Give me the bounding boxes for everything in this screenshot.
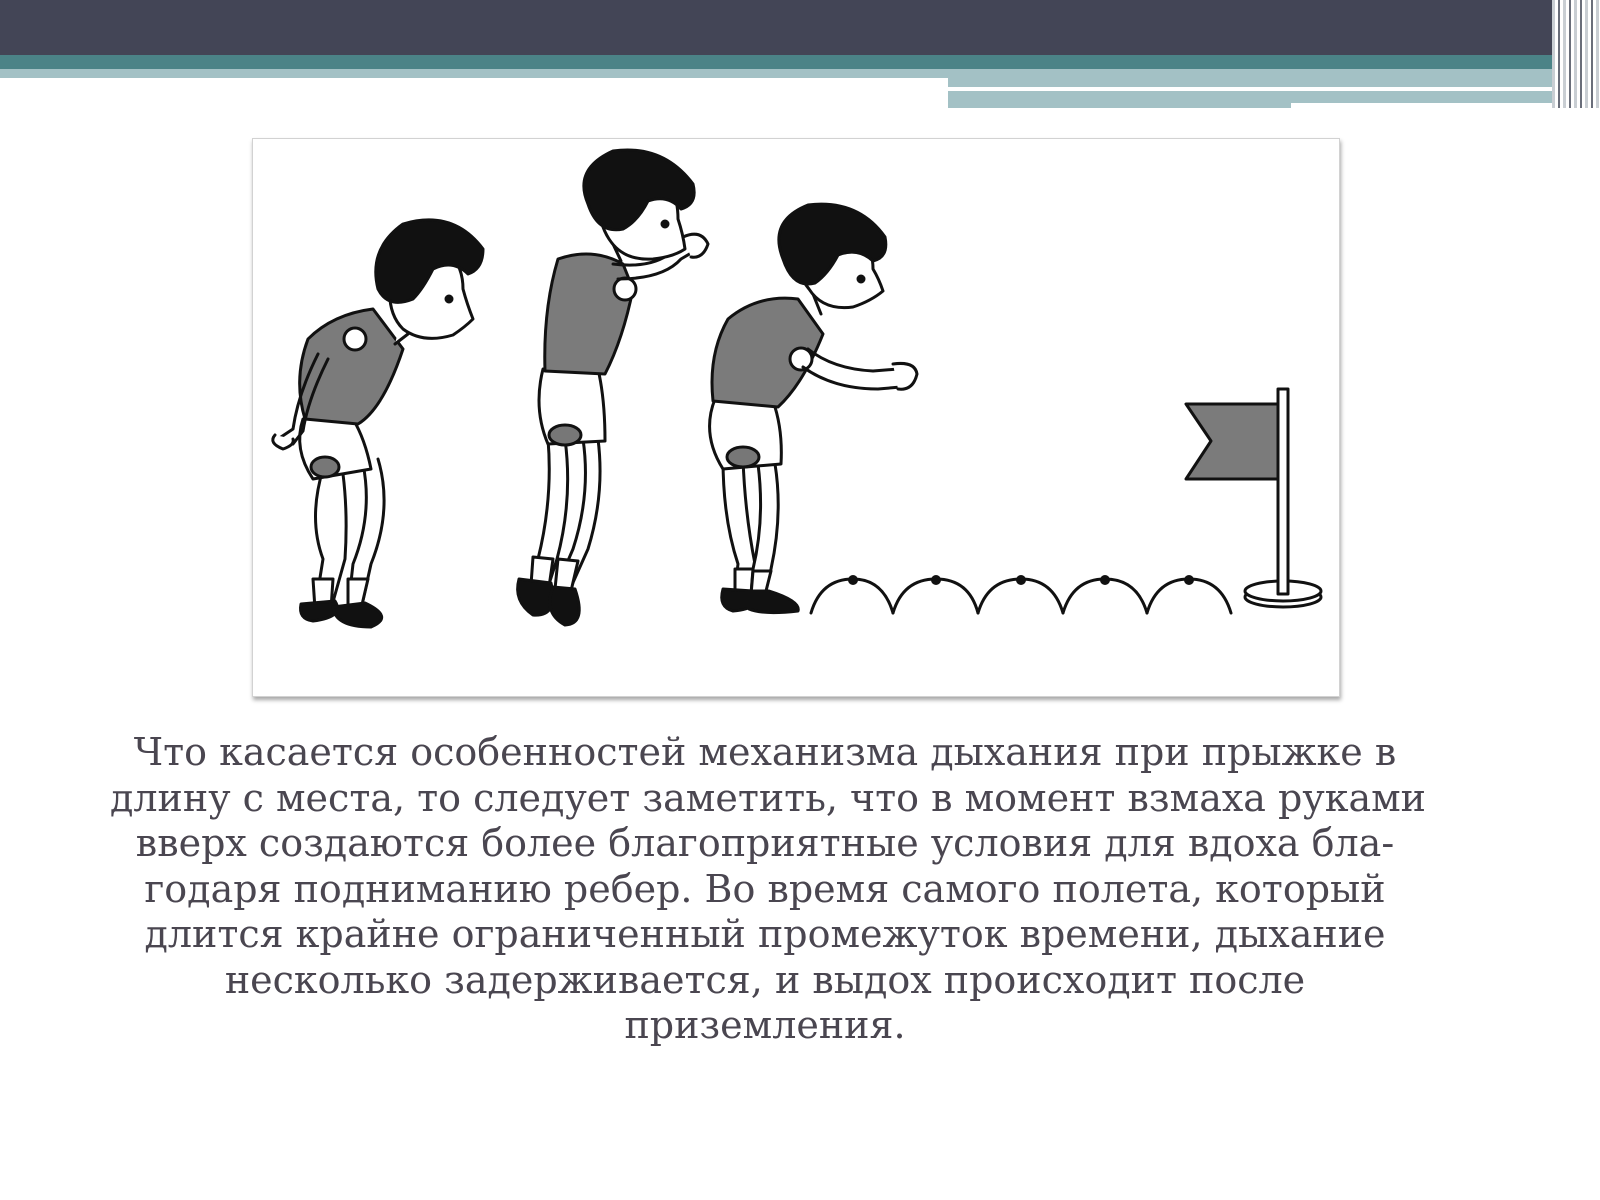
standing-long-jump-illustration xyxy=(253,139,1339,696)
paragraph-line: годаря подниманию ребер. Во время самого полета, который xyxy=(144,866,1386,911)
paragraph-line: несколько задерживается, и выдох происходит после xyxy=(224,957,1306,1002)
boy-figure-jump xyxy=(518,150,708,625)
paragraph-line: вверх создаются более благоприятные условия для вдоха бла- xyxy=(135,821,1395,865)
boy-figure-land xyxy=(710,204,917,612)
boy-figure-crouch xyxy=(273,220,483,627)
hop-trajectory xyxy=(811,575,1231,613)
flag-marker xyxy=(1186,389,1321,607)
paragraph-line: длится крайне ограниченный промежуток времени, дыхание xyxy=(144,912,1386,956)
paragraph-line: Что касается особенностей механизма дыхания при прыжке в xyxy=(133,730,1397,774)
header-bar-light xyxy=(948,69,1600,87)
header-bar-light xyxy=(0,69,948,78)
header-bar-teal xyxy=(0,55,1600,69)
header-bar-light xyxy=(948,91,1291,108)
paragraph-line: приземления. xyxy=(624,1003,906,1047)
header-bar-dark xyxy=(0,0,1600,55)
paragraph-line: длину с места, то следует заметить, что в момент взмаха руками xyxy=(110,775,1426,820)
illustration-frame xyxy=(252,138,1340,697)
body-paragraph xyxy=(110,730,1426,1049)
header-stripes xyxy=(1552,0,1600,108)
